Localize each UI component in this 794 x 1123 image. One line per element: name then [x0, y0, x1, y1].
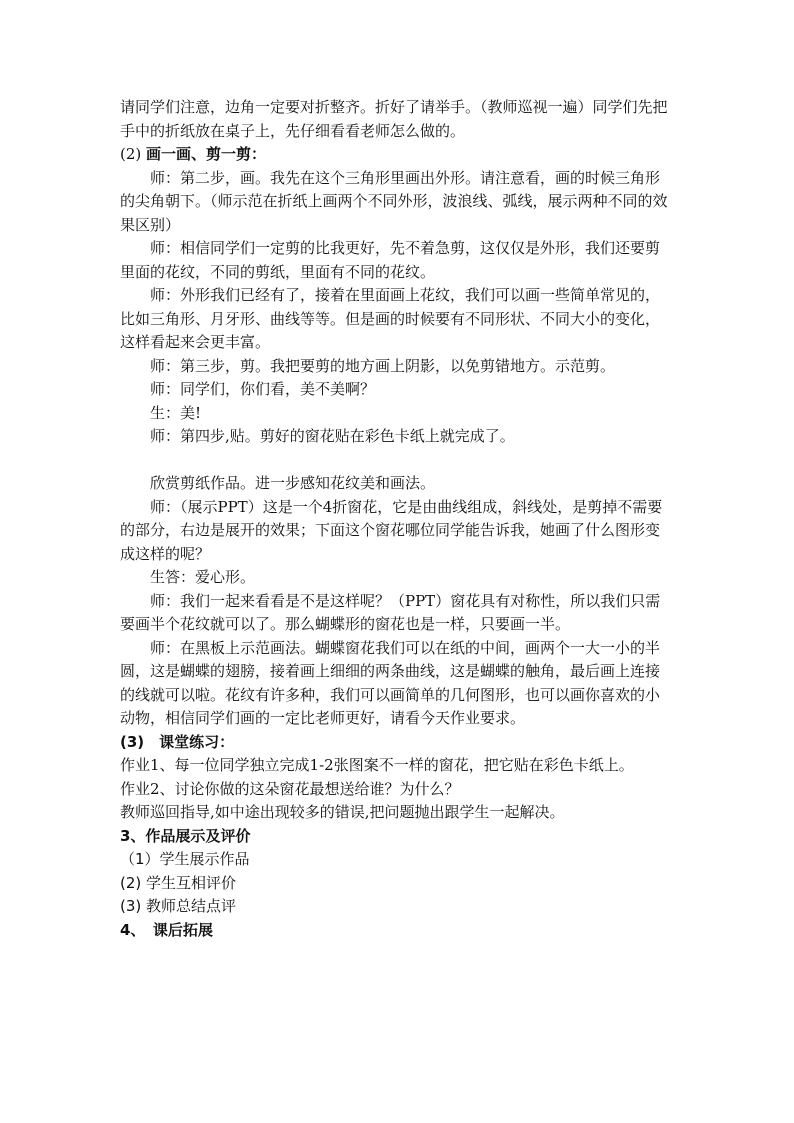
list-item: （1）学生展示作品 — [120, 850, 250, 868]
paragraph: 作业1、每一位同学独立完成1-2张图案不一样的窗花，把它贴在彩色卡纸上。 — [120, 756, 634, 774]
section-heading-extension: 4、 课后拓展 — [120, 920, 213, 939]
section-title: 画一画、剪一剪： — [146, 145, 267, 163]
paragraph: 生答：爱心形。 — [150, 568, 256, 586]
paragraph: 师：第四步,贴。剪好的窗花贴在彩色卡纸上就完成了。 — [150, 427, 515, 445]
paragraph: 作业2、讨论你做的这朵窗花最想送给谁？为什么？ — [120, 779, 460, 798]
list-item: (2) 学生互相评价 — [120, 873, 237, 892]
section-number: (2) — [120, 145, 142, 163]
section-heading-practice: (3) 课堂练习： — [120, 732, 235, 751]
section-heading-showcase: 3、作品展示及评价 — [120, 826, 251, 845]
paragraph: 师：第三步，剪。我把要剪的地方画上阴影，以免剪错地方。示范剪。 — [150, 356, 616, 375]
paragraph: 教师巡回指导,如中途出现较多的错误,把问题抛出跟学生一起解决。 — [120, 803, 565, 821]
paragraph: 请同学们注意，边角一定要对折整齐。折好了请举手。（教师巡视一遍）同学们先把手中的折纸放在桌子上，先仔细看看老师怎么做的。 — [120, 98, 668, 140]
paragraph: 生：美! — [150, 403, 202, 422]
paragraph: 师：同学们，你们看，美不美啊？ — [150, 380, 376, 398]
paragraph: 欣赏剪纸作品。进一步感知花纹美和画法。 — [150, 474, 436, 492]
paragraph: 师：（展示PPT）这是一个4折窗花，它是由曲线组成，斜线处，是剪掉不需要的部分，右边是展开的效果；下面这个窗花哪位同学能告诉我，她画了什么图形变成这样的呢？ — [120, 497, 663, 563]
paragraph: 师：相信同学们一定剪的比我更好，先不着急剪，这仅仅是外形，我们还要剪里面的花纹，不同的剪纸，里面有不同的花纹。 — [120, 239, 661, 281]
list-item: (3) 教师总结点评 — [120, 897, 237, 915]
blank-line — [120, 449, 668, 473]
paragraph: 师：在黑板上示范画法。蝴蝶窗花我们可以在纸的中间，画两个一大一小的半圆，这是蝴蝶的翅膀，接着画上细细的两条曲线，这是蝴蝶的触角，最后画上连接的线就可以啦。花纹有许多种，我们可以画简单的几何图形，也可以画你喜欢的小动物，相信同学们画的一定比老师更好，请看今天作业要求。 — [120, 638, 661, 727]
document-body — [120, 96, 668, 942]
paragraph: 师：我们一起来看看是不是这样呢？（PPT）窗花具有对称性，所以我们只需要画半个花纹就可以了。那么蝴蝶形的窗花也是一样，只要画一半。 — [120, 591, 661, 633]
section-heading-draw-cut — [120, 143, 668, 167]
paragraph: 师：外形我们已经有了，接着在里面画上花纹，我们可以画一些简单常见的，比如三角形、月牙形、曲线等等。但是画的时候要有不同形状、不同大小的变化，这样看起来会更丰富。 — [120, 286, 661, 351]
paragraph: 师：第二步，画。我先在这个三角形里画出外形。请注意看，画的时候三角形的尖角朝下。（师示范在折纸上画两个不同外形，波浪线、弧线，展示两种不同的效果区别） — [120, 168, 668, 234]
